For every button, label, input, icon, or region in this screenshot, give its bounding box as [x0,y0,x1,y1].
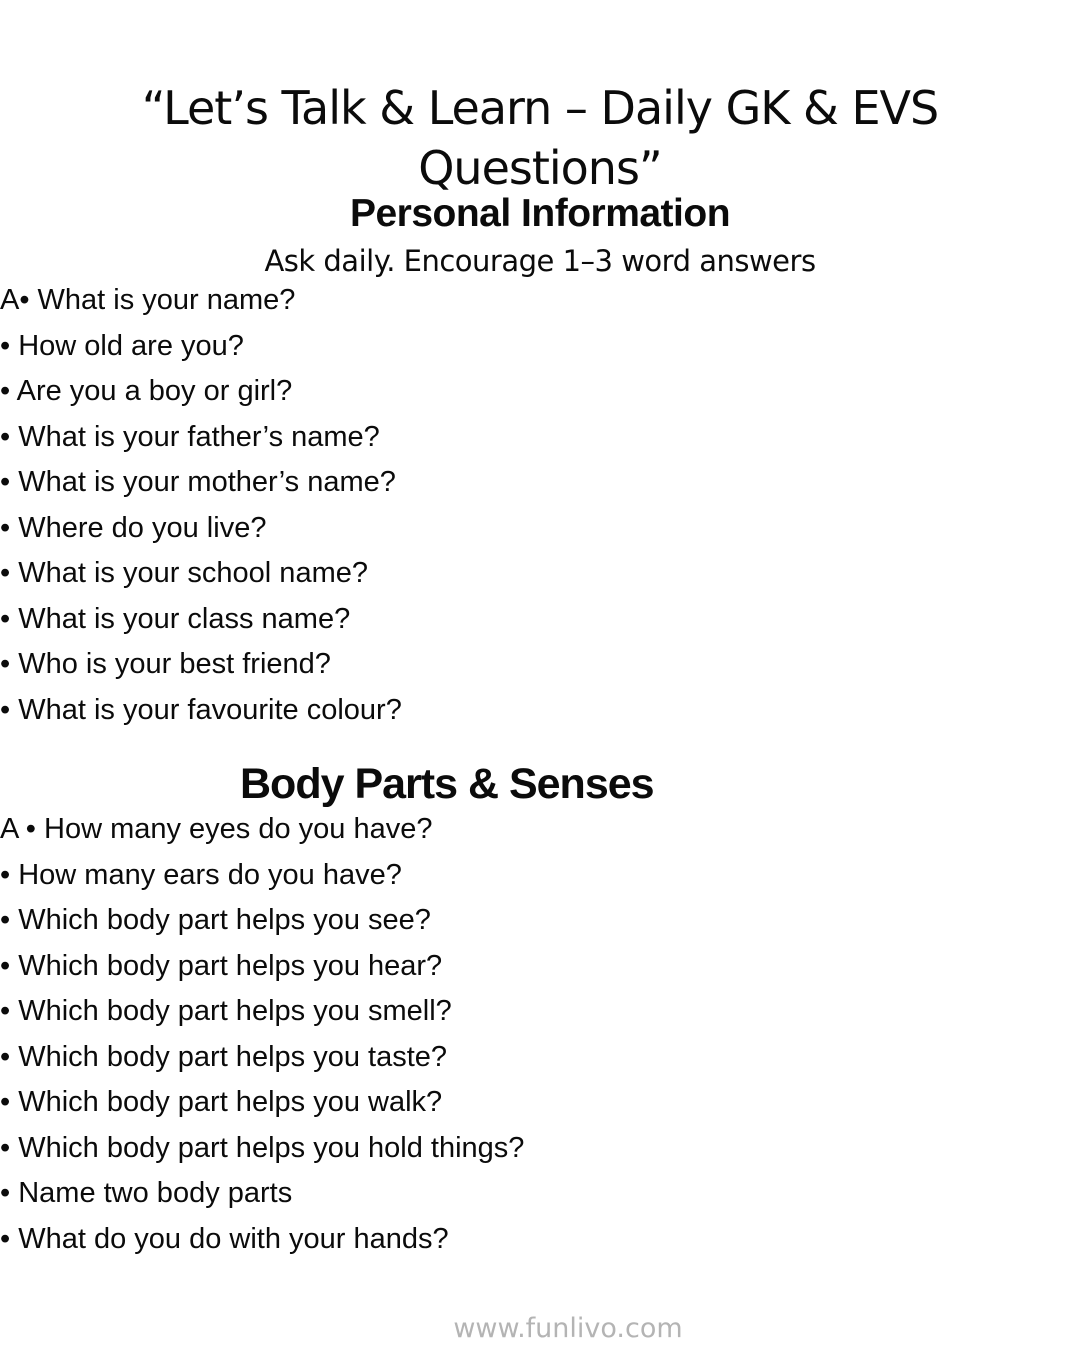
question-item: • Who is your best friend? [0,648,331,680]
question-item: • Which body part helps you see? [0,904,431,936]
question-item: • What is your class name? [0,602,351,635]
section-personal-information [0,194,1080,733]
question-item: • What do you do with your hands? [0,1222,449,1255]
page-title-line-1: “Let’s Talk & Learn – Daily GK & EVS [141,81,939,135]
section-body-parts-senses [0,761,1080,1262]
question-item: • Where do you live? [0,511,267,544]
question-item: • Name two body parts [0,1177,293,1209]
page-title-line-2: Questions” [418,141,662,195]
question-item: • Which body part helps you smell? [0,995,452,1027]
question-item: • What is your mother’s name? [0,466,396,498]
question-item: • What is your favourite colour? [0,693,402,726]
body-parts-senses-heading: Body Parts & Senses [240,760,654,808]
question-item: • Are you a boy or girl? [0,375,293,407]
body-parts-question-list [0,807,1080,1262]
section-subtitle: Ask daily. Encourage 1–3 word answers [264,244,816,278]
question-item: • What is your school name? [0,557,368,589]
personal-information-heading: Personal Information [349,192,731,235]
question-item: • Which body part helps you hear? [0,949,443,982]
question-item: • Which body part helps you taste? [0,1040,448,1073]
personal-information-question-list [0,278,1080,733]
question-item: A• What is your name? [0,284,296,316]
question-item: • How old are you? [0,329,244,362]
question-item: • Which body part helps you walk? [0,1086,443,1118]
watermark-url: www.funlivo.com [453,1313,683,1344]
question-item: A • How many eyes do you have? [0,813,433,845]
page-title [0,78,1080,198]
question-item: • Which body part helps you hold things? [0,1131,525,1164]
question-item: • How many ears do you have? [0,858,402,891]
question-item: • What is your father’s name? [0,420,380,453]
